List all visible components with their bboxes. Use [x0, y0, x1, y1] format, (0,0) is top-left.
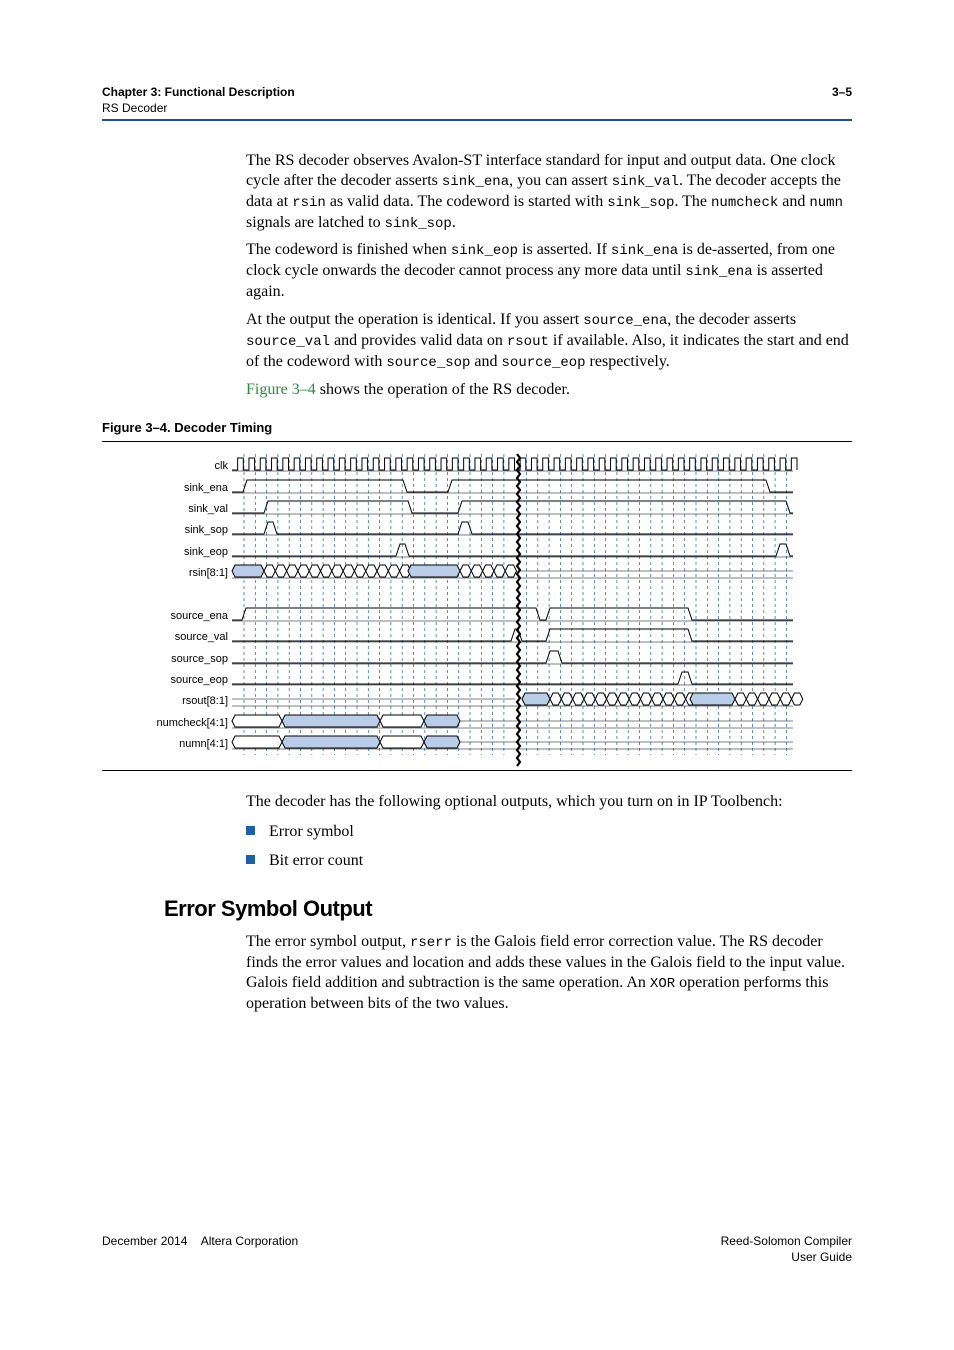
running-header [102, 84, 295, 116]
signal-label: source_sop [171, 653, 228, 665]
signal-label: source_eop [170, 674, 228, 686]
figure-top-rule [102, 441, 852, 442]
bus-segment [408, 565, 460, 577]
paragraph-3: At the output the operation is identical. If you assert source_ena, the decoder asserts source_val and provides valid data on rsout if available. Also, it indicates the start and end of the codeword with source_sop and source_eop respectively. [246, 311, 849, 371]
bus-segment [380, 715, 424, 727]
chapter-title: Chapter 3: Functional Description [102, 85, 295, 99]
bus-segment [332, 565, 343, 577]
bus-segment [471, 565, 482, 577]
bus-segment [652, 693, 663, 705]
signal-label: sink_ena [183, 482, 228, 494]
signal-label: rsout[8:1] [182, 695, 228, 707]
bus-segment [282, 715, 380, 727]
footer-right [721, 1233, 852, 1265]
signal-label: source_val [174, 631, 228, 643]
bus-segment [663, 693, 674, 705]
bus-segment [380, 736, 424, 748]
clk-wave [232, 458, 797, 470]
signal-label: source_ena [170, 610, 228, 622]
bus-segment [758, 693, 769, 705]
bus-segment [584, 693, 595, 705]
bus-segment [550, 693, 561, 705]
paragraph-5: The decoder has the following optional outputs, which you turn on in IP Toolbench: [246, 793, 783, 810]
bus-segment [275, 565, 286, 577]
bus-segment [494, 565, 505, 577]
signal-wave [232, 629, 793, 641]
bus-segment [321, 565, 332, 577]
page-number: 3–5 [831, 85, 852, 99]
bus-segment [640, 693, 651, 705]
list-item: Error symbol [246, 822, 354, 842]
bullet-square-icon [246, 855, 255, 864]
bus-segment [424, 715, 460, 727]
signal-wave [232, 651, 793, 663]
signal-label: numn[4:1] [179, 738, 228, 750]
bus-segment [343, 565, 354, 577]
bus-segment [232, 736, 282, 748]
paragraph-6: The error symbol output, rserr is the Galois field error correction value. The RS decoder finds the error values and location and adds these values in the Galois field to the input value. Galois field addition and subtraction is the same operation. An XOR operation performs this operation between bits of the two values. [246, 933, 845, 1012]
bus-segment [264, 565, 275, 577]
signal-wave [232, 608, 793, 620]
bus-segment [690, 693, 735, 705]
bus-segment [573, 693, 584, 705]
signal-wave [232, 672, 793, 684]
signal-label: sink_val [188, 503, 228, 515]
bus-segment [287, 565, 298, 577]
signal-label: clk [214, 460, 228, 472]
bus-segment [792, 693, 803, 705]
bus-segment [505, 565, 516, 577]
figure-link[interactable]: Figure 3–4 [246, 381, 316, 398]
signal-label: rsin[8:1] [188, 567, 228, 579]
bus-segment [282, 736, 380, 748]
bus-segment [629, 693, 640, 705]
bus-segment [483, 565, 494, 577]
bus-segment [388, 565, 399, 577]
footer-product: Reed-Solomon Compiler [720, 1234, 852, 1248]
bus-segment [735, 693, 746, 705]
figure-title: Figure 3–4. Decoder Timing [102, 420, 273, 435]
section-heading: Error Symbol Output [164, 896, 373, 921]
bus-segment [354, 565, 365, 577]
bus-segment [618, 693, 629, 705]
signal-label: sink_eop [183, 546, 228, 558]
footer-company: Altera Corporation [200, 1234, 299, 1248]
bus-segment [298, 565, 309, 577]
list-item: Bit error count [246, 851, 363, 871]
bus-segment [232, 565, 264, 577]
paragraph-1: The RS decoder observes Avalon-ST interface standard for input and output data. One clock cycle after the decoder asserts sink_ena, you can assert sink_val. The decoder accepts the data at rsin as valid data. The codeword is started with sink_sop. The numcheck and numn signals are latched to sink_sop. [246, 152, 843, 232]
footer-left [102, 1233, 298, 1249]
header-rule [102, 119, 852, 121]
signal-wave [232, 480, 793, 492]
bus-segment [674, 693, 685, 705]
bus-segment [460, 565, 471, 577]
footer-date: December 2014 [102, 1234, 188, 1248]
signal-label: sink_sop [184, 524, 228, 536]
signal-wave [232, 522, 793, 534]
section-name: RS Decoder [102, 101, 168, 115]
paragraph-4: Figure 3–4 shows the operation of the RS decoder. [246, 381, 570, 398]
bullet-square-icon [246, 826, 255, 835]
figure-bottom-rule [102, 770, 852, 771]
bus-segment [522, 693, 550, 705]
bus-segment [424, 736, 460, 748]
signal-label: numcheck[4:1] [156, 717, 228, 729]
bus-segment [769, 693, 780, 705]
bus-segment [309, 565, 320, 577]
bus-segment [780, 693, 791, 705]
paragraph-2: The codeword is finished when sink_eop is asserted. If sink_ena is de-asserted, from one clock cycle onwards the decoder cannot process any more data until sink_ena is asserted again. [246, 241, 835, 300]
bus-segment [595, 693, 606, 705]
signal-wave [232, 544, 793, 556]
bus-segment [377, 565, 388, 577]
bus-segment [607, 693, 618, 705]
footer-doc: User Guide [791, 1250, 852, 1264]
bus-segment [561, 693, 572, 705]
bus-segment [746, 693, 757, 705]
decoder-timing-diagram [0, 450, 954, 770]
signal-wave [232, 501, 793, 513]
bus-segment [366, 565, 377, 577]
bus-segment [232, 715, 282, 727]
